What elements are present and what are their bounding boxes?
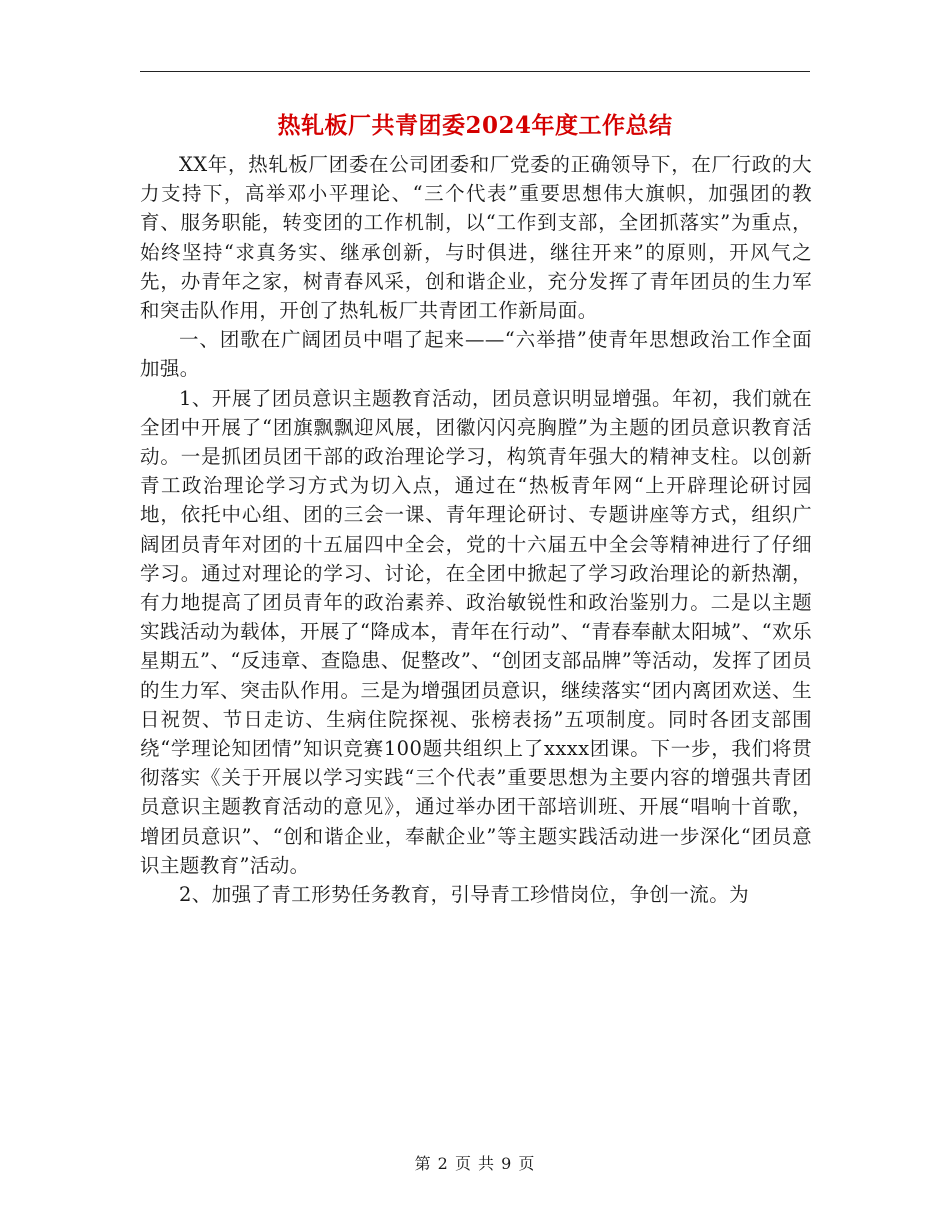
paragraph-item-2: 2、加强了青工形势任务教育，引导青工珍惜岗位，争创一流。为 (179, 883, 750, 907)
document-title: 热轧板厂共青团委2024年度工作总结 (277, 112, 673, 139)
document-body (140, 150, 812, 909)
header-rule (140, 71, 810, 72)
paragraph-item-1: 1、开展了团员意识主题教育活动，团员意识明显增强。年初，我们就在全团中开展了“团旗飘飘迎风展，团徽闪闪亮胸膛”为主题的团员意识教育活动。一是抓团员团干部的政治理论学习，构筑青年强大的精神支柱。以创新青工政治理论学习方式为切入点，通过在“热板青年网“上开辟理论研讨园地，依托中心组、团的三会一课、青年理论研讨、专题讲座等方式，组织广阔团员青年对团的十五届四中全会，党的十六届五中全会等精神进行了仔细学习。通过对理论的学习、讨论，在全团中掀起了学习政治理论的新热潮，有力地提高了团员青年的政治素养、政治敏锐性和政治鉴别力。二是以主题实践活动为载体，开展了“降成本，青年在行动”、“青春奉献太阳城”、“欢乐星期五”、“反违章、查隐患、促整改”、“创团支部品牌”等活动，发挥了团员的生力军、突击队作用。三是为增强团员意识，继续落实“团内离团欢送、生日祝贺、节日走访、生病住院探视、张榜表扬”五项制度。同时各团支部围绕“学理论知团情”知识竞赛100题共组织上了xxxx团课。下一步，我们将贯彻落实《关于开展以学习实践“三个代表”重要思想为主要内容的增强共青团员意识主题教育活动的意见》，通过举办团干部培训班、开展“唱响十首歌，增团员意识”、“创和谐企业，奉献企业”等主题实践活动进一步深化“团员意识主题教育”活动。 (140, 386, 812, 877)
paragraph-section-heading: 一、团歌在广阔团员中唱了起来——“六举措”使青年思想政治工作全面加强。 (140, 328, 812, 381)
paragraph-intro: XX年，热轧板厂团委在公司团委和厂党委的正确领导下，在厂行政的大力支持下，高举邓小平理论、“三个代表”重要思想伟大旗帜，加强团的教育、服务职能，转变团的工作机制，以“工作到支部，全团抓落实”为重点，始终坚持“求真务实、继承创新，与时俱进，继往开来”的原则，开风气之先，办青年之家，树青春风采，创和谐企业，充分发挥了青年团员的生力军和突击队作用，开创了热轧板厂共青团工作新局面。 (140, 153, 812, 323)
page-number: 第 2 页 共 9 页 (414, 1154, 536, 1173)
